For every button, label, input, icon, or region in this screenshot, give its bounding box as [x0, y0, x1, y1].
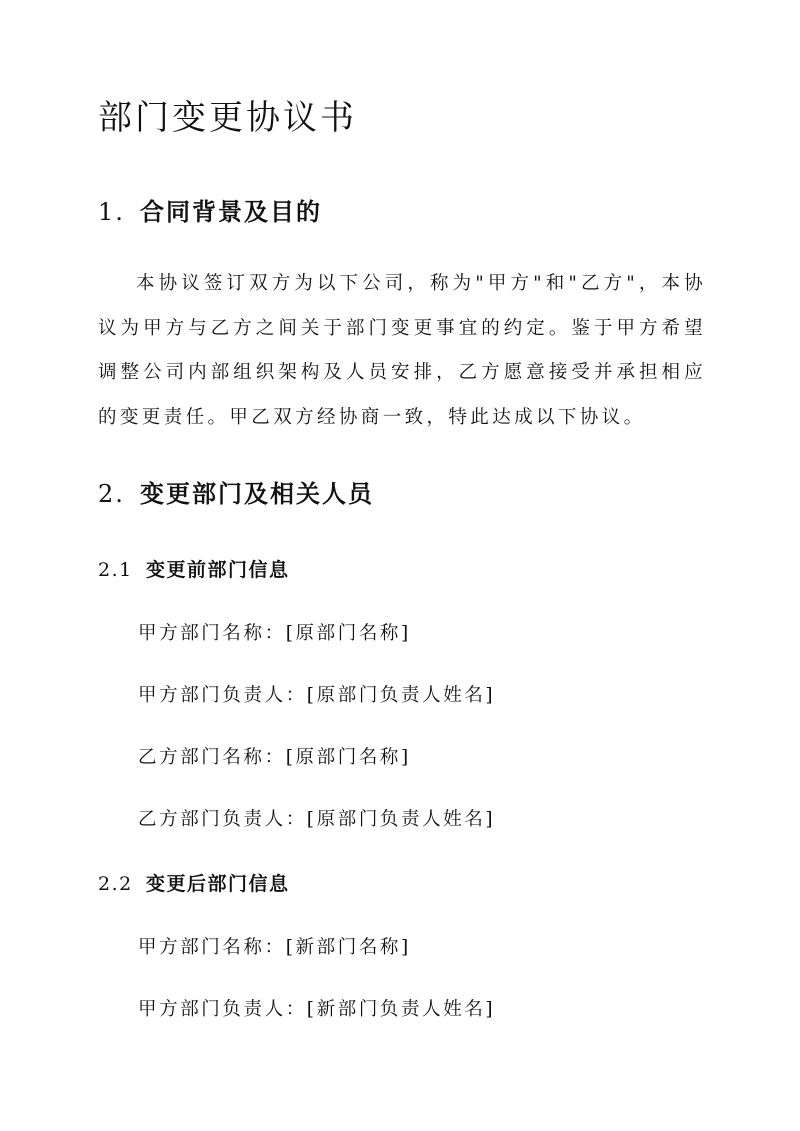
- field-after-party-a-dept-head: 甲方部门负责人：[新部门负责人姓名]: [138, 999, 496, 1020]
- section-heading-1: [98, 196, 322, 228]
- section-heading-2: [98, 478, 374, 510]
- section-number-2: 2.: [98, 480, 125, 508]
- field-before-party-b-dept-name: 乙方部门名称：[原部门名称]: [138, 747, 411, 768]
- subsection-heading-2-2: [98, 870, 290, 898]
- section-title-1: 合同背景及目的: [140, 197, 322, 226]
- field-before-party-a-dept-name: 甲方部门名称：[原部门名称]: [138, 623, 411, 644]
- field-after-party-a-dept-name: 甲方部门名称：[新部门名称]: [138, 937, 411, 958]
- subsection-title-2-2: 变更后部门信息: [146, 873, 290, 895]
- document-title: 部门变更协议书: [98, 98, 357, 138]
- subsection-title-2-1: 变更前部门信息: [146, 559, 290, 581]
- subsection-number-2-1: 2.1: [98, 559, 133, 581]
- subsection-heading-2-1: [98, 556, 290, 584]
- section-title-2: 变更部门及相关人员: [140, 479, 374, 508]
- field-before-party-b-dept-head: 乙方部门负责人：[原部门负责人姓名]: [138, 809, 496, 830]
- field-before-party-a-dept-head: 甲方部门负责人：[原部门负责人姓名]: [138, 685, 496, 706]
- section-number-1: 1.: [98, 198, 125, 226]
- section-1-paragraph: 本协议签订双方为以下公司，称为"甲方"和"乙方"，本协议为甲方与乙方之间关于部门变更事宜的约定。鉴于甲方希望调整公司内部组织架构及人员安排，乙方愿意接受并承担相应的变更责任。甲乙双方经协商一致，特此达成以下协议。: [98, 273, 706, 428]
- subsection-number-2-2: 2.2: [98, 873, 133, 895]
